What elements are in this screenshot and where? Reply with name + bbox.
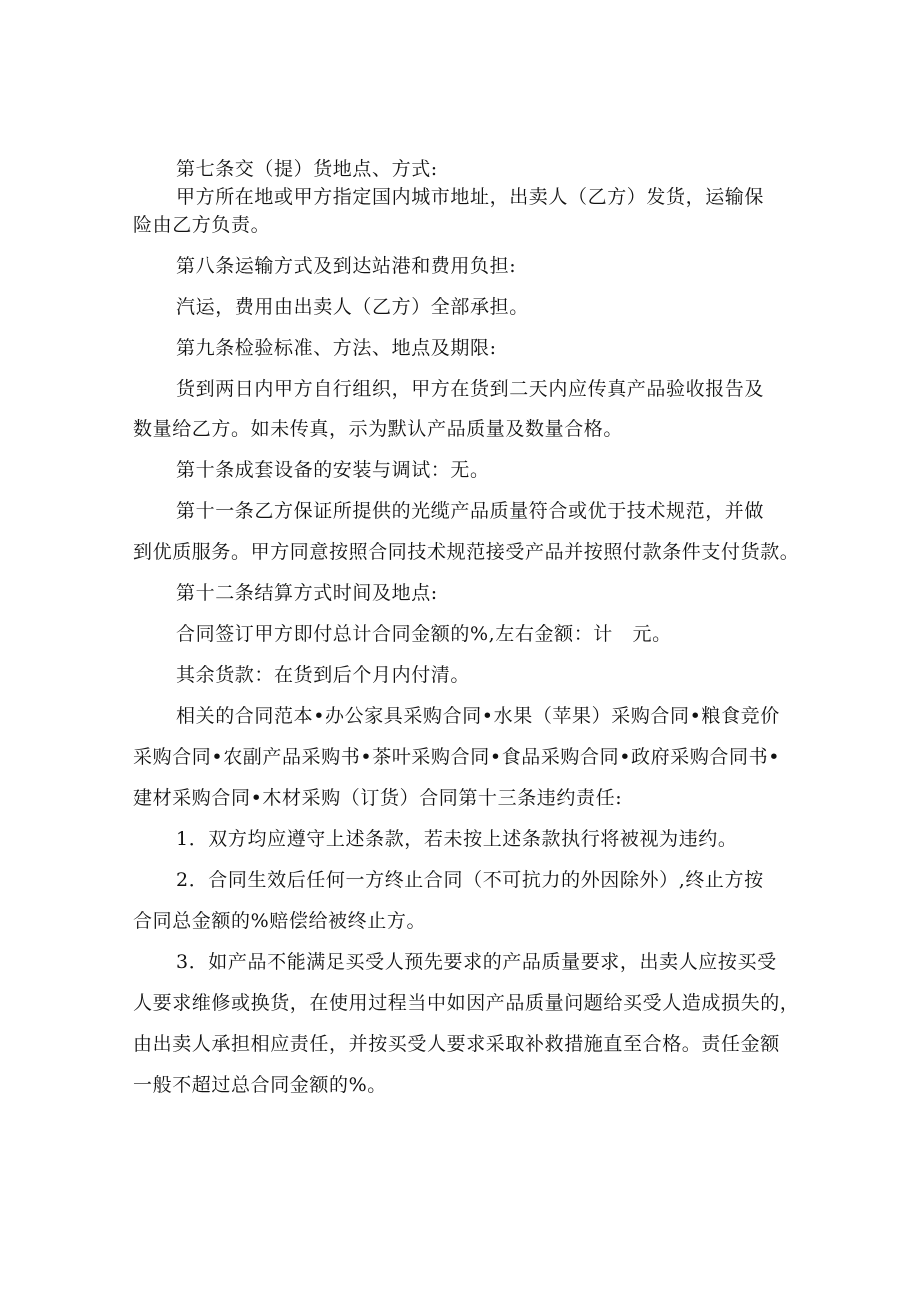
related-templates-line-2: 采购合同•农副产品采购书•茶叶采购合同•食品采购合同•政府采购合同书• (133, 746, 781, 768)
related-templates-line-1: 相关的合同范本•办公家具采购合同•水果（苹果）采购合同•粮食竞价 (176, 705, 780, 727)
article-7-text-line-1: 甲方所在地或甲方指定国内城市地址，出卖人（乙方）发货，运输保 (176, 186, 765, 208)
article-11-text-line-1: 第十一条乙方保证所提供的光缆产品质量符合或优于技术规范，并做 (176, 500, 765, 522)
article-13-item-3-line-4: 一般不超过总合同金额的%。 (133, 1074, 387, 1096)
article-7-text-line-2: 险由乙方负责。 (133, 214, 271, 236)
article-12-heading: 第十二条结算方式时间及地点: (176, 582, 438, 604)
article-11-text-line-2: 到优质服务。甲方同意按照合同技术规范接受产品并按照付款条件支付货款。 (133, 541, 800, 563)
article-13-item-2-line-2: 合同总金额的%赔偿给被终止方。 (133, 910, 427, 932)
article-9-text-line-2: 数量给乙方。如未传真，示为默认产品质量及数量合格。 (133, 418, 624, 440)
article-13-item-1: 1．双方均应遵守上述条款，若未按上述条款执行将被视为违约。 (176, 828, 738, 850)
article-13-item-3-line-1: 3．如产品不能满足买受人预先要求的产品质量要求，出卖人应按买受 (176, 951, 777, 973)
related-templates-line-3: 建材采购合同•木材采购（订货）合同第十三条违约责任: (133, 787, 623, 809)
article-13-item-2-line-1: 2．合同生效后任何一方终止合同（不可抗力的外因除外）,终止方按 (176, 869, 764, 891)
article-7-heading: 第七条交（提）货地点、方式: (176, 158, 438, 180)
article-8-heading: 第八条运输方式及到达站港和费用负担: (176, 255, 517, 277)
article-12-remaining: 其余货款：在货到后个月内付清。 (176, 664, 471, 686)
article-9-text-line-1: 货到两日内甲方自行组织，甲方在货到二天内应传真产品验收报告及 (176, 378, 765, 400)
article-9-heading: 第九条检验标准、方法、地点及期限: (176, 337, 497, 359)
article-10-text: 第十条成套设备的安装与调试：无。 (176, 459, 490, 481)
article-8-text: 汽运，费用由出卖人（乙方）全部承担。 (176, 296, 529, 318)
article-13-item-3-line-3: 由出卖人承担相应责任，并按买受人要求采取补救措施直至合格。责任金额 (133, 1033, 780, 1055)
article-12-payment: 合同签订甲方即付总计合同金额的%,左右金额：计 元。 (176, 623, 672, 645)
article-13-item-3-line-2: 人要求维修或换货，在使用过程当中如因产品质量问题给买受人造成损失的， (133, 992, 800, 1014)
